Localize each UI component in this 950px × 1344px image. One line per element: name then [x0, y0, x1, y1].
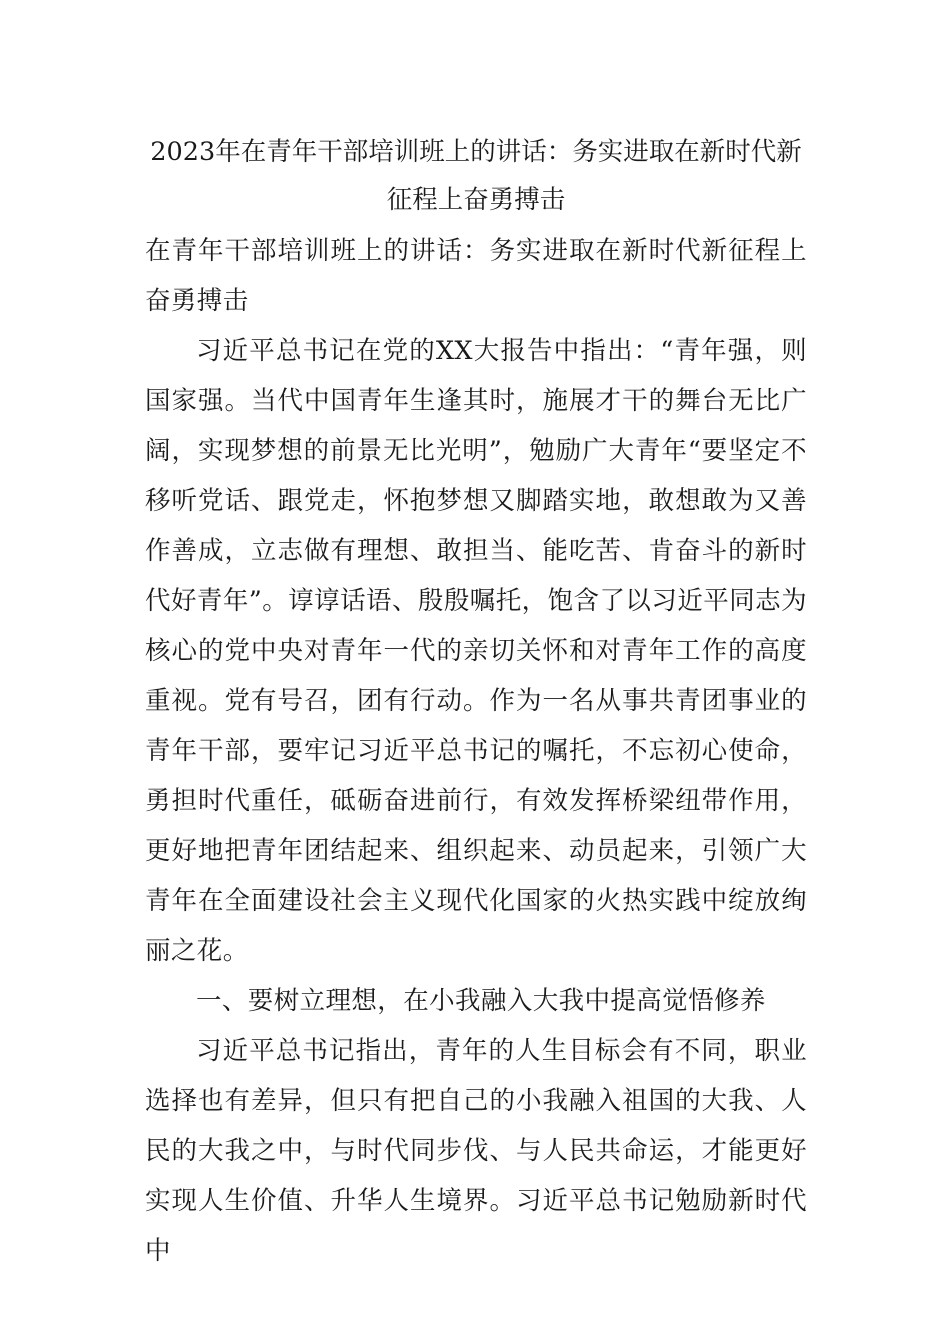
paragraph-section-1: 习近平总书记指出，青年的人生目标会有不同，职业选择也有差异，但只有把自己的小我融入祖国的大我、人民的大我之中，与时代同步伐、与人民共命运，才能更好实现人生价值、升华人生境界。习近平总书记勉励新时代中 — [145, 1036, 807, 1266]
section-heading-1: 一、要树立理想，在小我融入大我中提高觉悟修养 — [196, 986, 766, 1016]
document-subtitle: 在青年干部培训班上的讲话：务实进取在新时代新征程上奋勇搏击 — [145, 236, 807, 316]
document-title: 2023年在青年干部培训班上的讲话：务实进取在新时代新征程上奋勇搏击 — [150, 137, 802, 215]
document-body — [145, 128, 807, 1276]
paragraph-intro: 习近平总书记在党的XX大报告中指出：“青年强，则国家强。当代中国青年生逢其时，施展才干的舞台无比广阔，实现梦想的前景无比光明”，勉励广大青年“要坚定不移听党话、跟党走，怀抱梦想又脚踏实地，敢想敢为又善作善成，立志做有理想、敢担当、能吃苦、肯奋斗的新时代好青年”。谆谆话语、殷殷嘱托，饱含了以习近平同志为核心的党中央对青年一代的亲切关怀和对青年工作的高度重视。党有号召，团有行动。作为一名从事共青团事业的青年干部，要牢记习近平总书记的嘱托，不忘初心使命，勇担时代重任，砥砺奋进前行，有效发挥桥梁纽带作用，更好地把青年团结起来、组织起来、动员起来，引领广大青年在全面建设社会主义现代化国家的火热实践中绽放绚丽之花。 — [145, 336, 807, 966]
